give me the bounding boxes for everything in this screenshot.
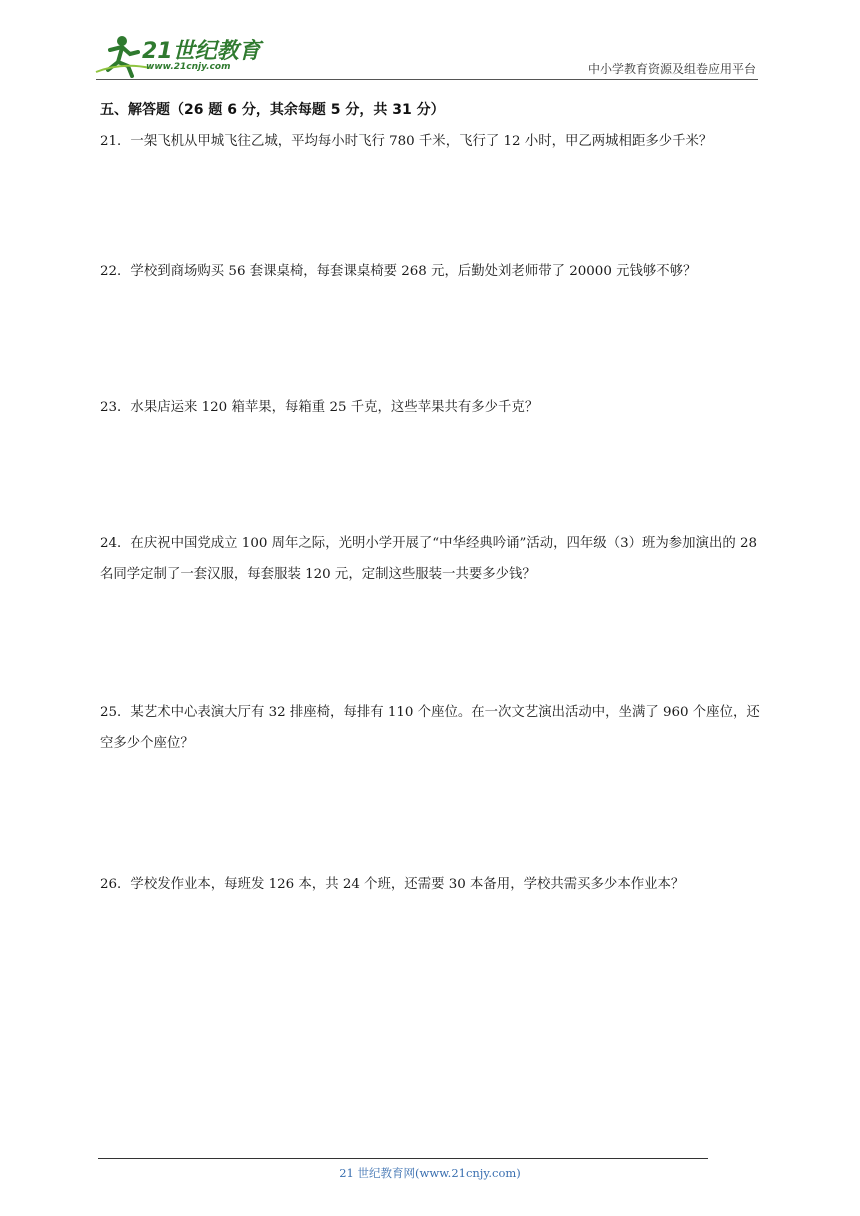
logo-title: 21世纪教育 bbox=[142, 39, 261, 64]
site-logo bbox=[92, 32, 262, 78]
question-23: 23．水果店运来 120 箱苹果，每箱重 25 千克，这些苹果共有多少千克？ bbox=[100, 400, 539, 415]
logo-url: www.21cnjy.com bbox=[146, 62, 231, 72]
section-title: 五、解答题（26 题 6 分，其余每题 5 分，共 31 分） bbox=[100, 102, 445, 118]
platform-name: 中小学教育资源及组卷应用平台 bbox=[587, 62, 756, 76]
question-24: 24．在庆祝中国党成立 100 周年之际，光明小学开展了“中华经典吟诵”活动，四年级（3）班为参加演出的 28 名同学定制了一套汉服，每套服装 120 元，定制这些服装一共要多少钱？ bbox=[100, 536, 758, 582]
footer-text: 21 世纪教育网(www.21cnjy.com) bbox=[339, 1166, 521, 1180]
question-26: 26．学校发作业本，每班发 126 本，共 24 个班，还需要 30 本备用，学校共需买多少本作业本？ bbox=[100, 877, 685, 892]
question-25: 25．某艺术中心表演大厅有 32 排座椅，每排有 110 个座位。在一次文艺演出活动中，坐满了 960 个座位，还空多少个座位？ bbox=[100, 705, 760, 751]
question-21: 21．一架飞机从甲城飞往乙城，平均每小时飞行 780 千米，飞行了 12 小时，甲乙两城相距多少千米？ bbox=[100, 134, 713, 149]
header-divider bbox=[96, 79, 758, 80]
page-header bbox=[0, 0, 860, 90]
question-22: 22．学校到商场购买 56 套课桌椅，每套课桌椅要 268 元，后勤处刘老师带了 20000 元钱够不够？ bbox=[100, 264, 697, 279]
footer-divider bbox=[98, 1158, 708, 1159]
